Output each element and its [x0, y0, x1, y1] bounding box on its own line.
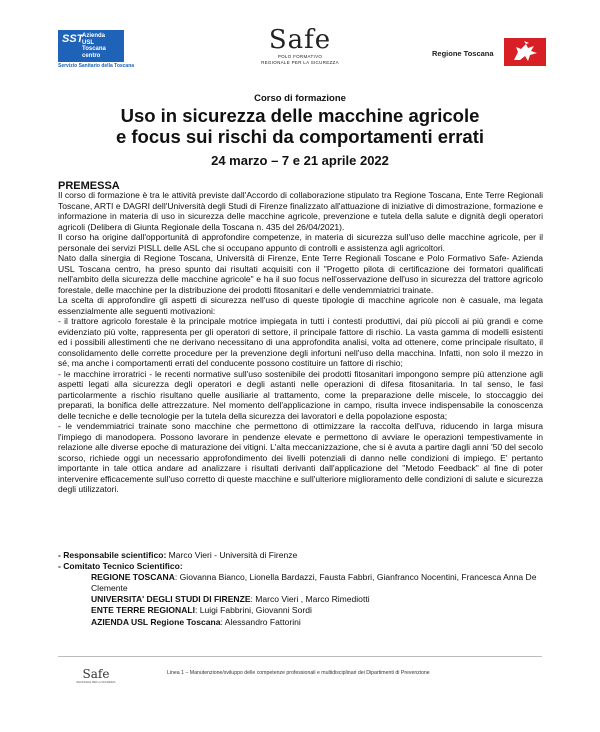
paragraph-bullet: - le macchine irroratrici - le recenti normative sull'uso sostenibile dei prodotti fitosanitari impongono sempre più attenzione agli aspetti legati alla sicurezza degli operatori e degli astanti nelle operazioni di difesa fitosanitaria. In tal senso, le fasi particolarmente a rischio risultano quelle ausiliarie al trattamento, come la preparazione delle miscele, lo stoccaggio dei preparati, la bonifica delle attrezzature. Nel momento dell'applicazione in campo, risulta invece indispensabile la conoscenza delle tecniche e delle tecnologie per la tutela della sicurezza dei lavoratori e della popolazione esposta; — [58, 368, 543, 421]
committee-member — [58, 572, 543, 594]
paragraph-bullet: - le vendemmiatrici trainate sono macchine che permettono di ottimizzare la raccolta dell'uva, riducendo in larga misura l'impiego di manodopera. Possono lavorare in pendenze elevate e permettono di avviare le operazioni tempestivamente in relazione alle diverse epoche di maturazione dei vitigni. L'alta meccanizzazione, che si è avuta a partire dagli anni '50 del secolo scorso, richiede oggi un necessario approfondimento dei livelli potenziali di danno nelle condizioni di impiego. E' pertanto importante in tale ottica andare ad analizzare i risultati derivanti dall'applicazione del "Metodo Feedback" al fine di poter intervenire efficacemente sull'uso corretto di queste macchine e sull'ulteriore miglioramento delle condizioni di salute e sicurezza degli utilizzatori. — [58, 421, 543, 494]
usl-name-line: USL — [82, 39, 94, 46]
section-heading: PREMESSA — [58, 180, 120, 192]
usl-toscana-logo — [58, 30, 135, 70]
course-dates: 24 marzo – 7 e 21 aprile 2022 — [211, 153, 389, 168]
paragraph: Nato dalla sinergia di Regione Toscana, Università di Firenze, Ente Terre Regionali Toscane e Polo Formativo Safe- Azienda USL Toscana centro, ha preso spunto dai risultati acquisiti con il "Progetto pilota di certificazione dei formatori qualificati nell'ambito della sicurezza delle macchine agricole" e ha il suo focus nell'osservazione dell'uso in sicurezza del trattore agricolo forestale, delle macchine per la distribuzione dei prodotti fitosanitari e delle vendemmiatrici trainate. — [58, 253, 543, 295]
paragraph: La scelta di approfondire gli aspetti di sicurezza nell'uso di queste tipologie di macchine agricole non è casuale, ma legata essenzialmente alle seguenti motivazioni: — [58, 295, 543, 316]
member-names: Giovanna Bianco, Lionella Bardazzi, Fausta Fabbri, Gianfranco Nocentini, Francesca Anna De Clemente — [91, 572, 537, 594]
committee-member — [58, 605, 543, 616]
title-line-2: e focus sui rischi da comportamenti errati — [115, 126, 485, 147]
footer-logo-sub: REGIONALE PER LA SICUREZZA — [76, 681, 116, 684]
safe-logo-sub-2: REGIONALE PER LA SICUREZZA — [261, 59, 339, 65]
header-logos — [0, 26, 600, 74]
pegasus-flag-icon — [504, 38, 546, 66]
safe-logo-sub-1: POLO FORMATIVO — [277, 54, 323, 59]
committee-section — [58, 550, 543, 628]
document-title — [0, 105, 600, 147]
usl-name — [82, 33, 122, 59]
member-sep: : — [195, 605, 200, 616]
usl-name-line: Azienda — [82, 33, 106, 39]
usl-subtitle: Servizio Sanitario della Toscana — [58, 63, 135, 69]
member-names: Marco Vieri , Marco Rimediotti — [255, 594, 370, 605]
footer-logo-word: Safe — [82, 667, 110, 681]
member-names: Luigi Fabbrini, Giovanni Sordi — [199, 605, 312, 616]
member-org: AZIENDA USL Regione Toscana — [91, 616, 221, 627]
responsible-label: - Responsabile scientifico: — [58, 550, 167, 560]
footer-safe-logo — [74, 668, 118, 684]
member-org: REGIONE TOSCANA — [91, 572, 175, 583]
footer-text: Linea 1 – Manutenzione/sviluppo delle competenze professionali e multidisciplinari dei Dipartimenti di Prevenzione — [167, 670, 430, 676]
usl-name-line: centro — [82, 52, 101, 59]
committee-member — [58, 594, 543, 605]
member-org: ENTE TERRE REGIONALI — [91, 605, 195, 616]
member-sep: : — [174, 572, 180, 583]
member-sep: : — [250, 594, 256, 605]
member-names: Alessandro Fattorini — [224, 616, 301, 627]
safe-logo-word: Safe — [268, 25, 332, 55]
premessa-body — [58, 190, 543, 495]
regione-toscana-logo — [432, 44, 552, 72]
usl-logo-box — [58, 30, 124, 62]
course-type: Corso di formazione — [254, 93, 346, 104]
title-line-1: Uso in sicurezza delle macchine agricole — [120, 105, 480, 126]
paragraph: Il corso di formazione è tra le attività previste dall'Accordo di collaborazione stipulato tra Regione Toscana, Ente Terre Regionali Toscane, ARTI e DAGRI dell'Università degli Studi di Firenze finalizzato all'attuazione di iniziative di dimostrazione, formazione e informazione in materia di uso in sicurezza delle macchine agricole, prevenzione e tutela della salute e dignità degli operatori agricoli (Delibera di Giunta Regionale della Toscana n. 435 del 26/04/2021). — [58, 190, 543, 232]
sst-label: SST — [62, 33, 84, 45]
technical-committee-label: - Comitato Tecnico Scientifico: — [58, 561, 183, 572]
committee-member — [58, 617, 543, 628]
scientific-responsible — [58, 550, 543, 561]
member-sep: : — [220, 616, 225, 627]
paragraph: Il corso ha origine dall'opportunità di approfondire competenze, in materia di sicurezza sull'uso delle macchine agricole, per il personale dei servizi PISLL delle ASL che si occupano appunto di controlli e assistenza agli agricoltori. — [58, 232, 543, 253]
usl-name-line: Toscana — [82, 46, 106, 52]
responsible-value: Marco Vieri - Università di Firenze — [166, 550, 298, 560]
footer-divider — [58, 656, 542, 657]
safe-logo — [250, 26, 350, 72]
member-org: UNIVERSITA' DEGLI STUDI DI FIRENZE — [91, 594, 251, 605]
regione-toscana-label: Regione Toscana — [432, 49, 494, 58]
paragraph-bullet: - il trattore agricolo forestale è la principale motrice impiegata in tutti i contesti produttivi, dai più piccoli ai più grandi e come evidenziato più volte, rappresenta per gli operatori di settore, il principale fattore di rischio. La vasta gamma di modelli esistenti ed i possibili allestimenti che ne derivano necessitano di una approfondita analisi, volta ad ottenere, come principale risultato, il consolidamento delle corrette procedure per la prevenzione degli infortuni nell'uso della macchina. Infatti, non solo il mezzo in sé, ma anche i comportamenti errati del conducente possono costituire un fattore di rischio; — [58, 316, 543, 368]
